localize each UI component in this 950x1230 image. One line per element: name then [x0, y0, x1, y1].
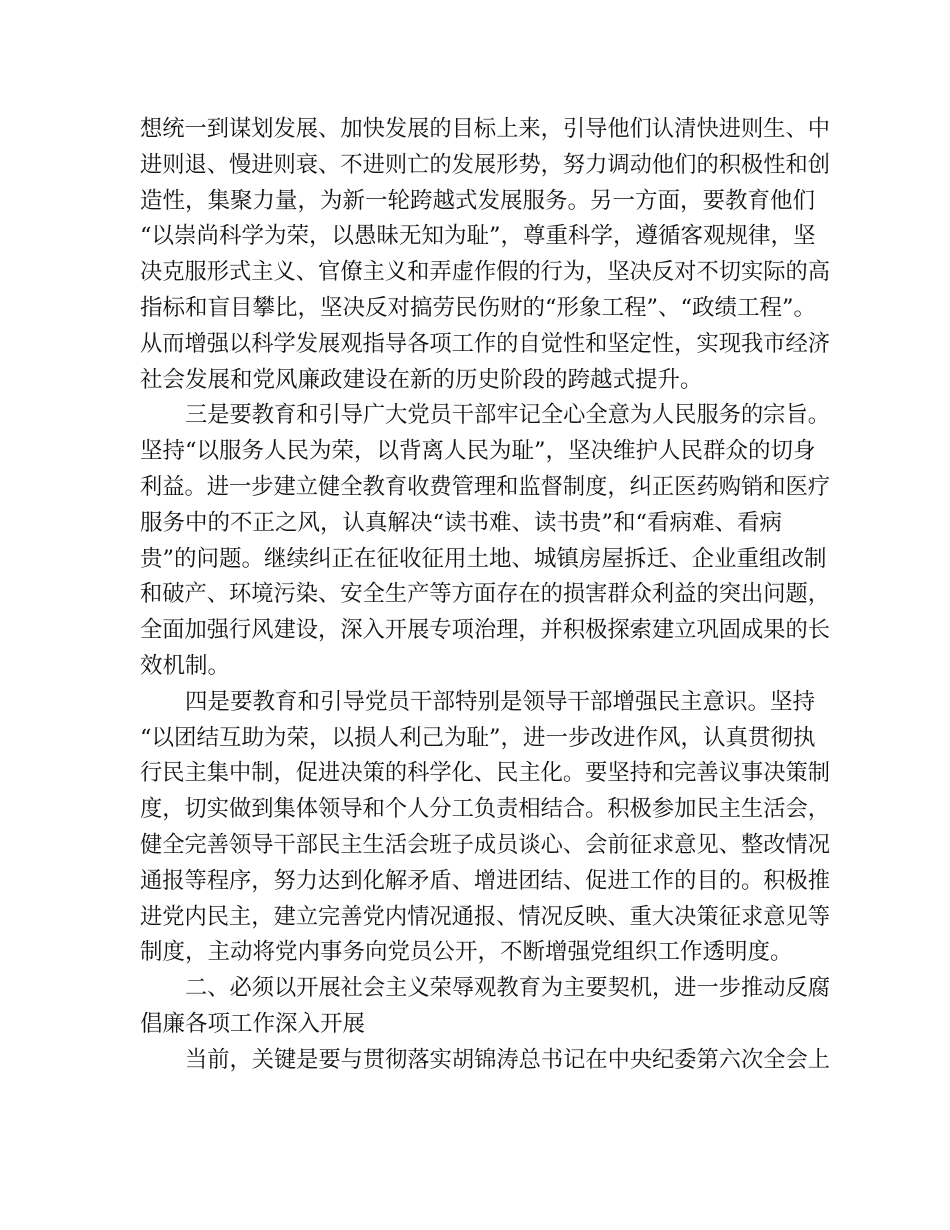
text-line: 全面加强行风建设，深入开展专项治理，并积极探索建立巩固成果的长: [140, 617, 830, 644]
text-line: 制度，主动将党内事务向党员公开，不断增强党组织工作透明度。: [140, 939, 793, 966]
text-line: 度，切实做到集体领导和个人分工负责相结合。积极参加民主生活会，: [140, 796, 830, 823]
document-body: [140, 112, 830, 1079]
text-line: “以团结互助为荣，以损人利己为耻”，进一步改进作风，认真贯彻执: [140, 724, 816, 751]
text-line: “以崇尚科学为荣，以愚昧无知为耻”，尊重科学，遵循客观规律，坚: [140, 223, 816, 250]
text-line: 通报等程序，努力达到化解矛盾、增进团结、促进工作的目的。积极推: [140, 867, 830, 894]
text-line: 想统一到谋划发展、加快发展的目标上来，引导他们认清快进则生、中: [140, 116, 830, 142]
text-line: 贵”的问题。继续纠正在征收征用土地、城镇房屋拆迁、企业重组改制: [140, 545, 827, 572]
paragraph-start-line: 当前，关键是要与贯彻落实胡锦涛总书记在中央纪委第六次全会上: [185, 1046, 830, 1073]
text-line: 进则退、慢进则衰、不进则亡的发展形势，努力调动他们的积极性和创: [140, 151, 830, 178]
text-line: 利益。进一步建立健全教育收费管理和监督制度，纠正医药购销和医疗: [140, 473, 830, 500]
paragraph-start-line: 三是要教育和引导广大党员干部牢记全心全意为人民服务的宗旨。: [185, 402, 830, 429]
text-line: 服务中的不正之风，认真解决“读书难、读书贵”和“看病难、看病: [140, 509, 783, 536]
text-line: 健全完善领导干部民主生活会班子成员谈心、会前征求意见、整改情况: [140, 831, 830, 858]
paragraph-start-line: 四是要教育和引导党员干部特别是领导干部增强民主意识。坚持: [185, 688, 816, 715]
text-line: 和破产、环境污染、安全生产等方面存在的损害群众利益的突出问题，: [140, 581, 830, 608]
text-line: 行民主集中制，促进决策的科学化、民主化。要坚持和完善议事决策制: [140, 760, 830, 787]
text-line: 从而增强以科学发展观指导各项工作的自觉性和坚定性，实现我市经济: [140, 330, 830, 357]
text-line: 进党内民主，建立完善党内情况通报、情况反映、重大决策征求意见等: [140, 903, 830, 930]
text-line: 指标和盲目攀比，坚决反对搞劳民伤财的“形象工程”、“政绩工程”。: [140, 294, 817, 321]
text-line: 造性，集聚力量，为新一轮跨越式发展服务。另一方面，要教育他们: [140, 187, 816, 214]
section-heading-line: 倡廉各项工作深入开展: [140, 1010, 366, 1037]
text-line: 坚持“以服务人民为荣，以背离人民为耻”，坚决维护人民群众的切身: [140, 438, 816, 465]
section-heading-line: 二、必须以开展社会主义荣辱观教育为主要契机，进一步推动反腐: [185, 975, 830, 1002]
text-line: 社会发展和党风廉政建设在新的历史阶段的跨越式提升。: [140, 366, 703, 393]
text-line: 效机制。: [140, 652, 231, 679]
text-line: 决克服形式主义、官僚主义和弄虚作假的行为，坚决反对不切实际的高: [140, 259, 830, 286]
